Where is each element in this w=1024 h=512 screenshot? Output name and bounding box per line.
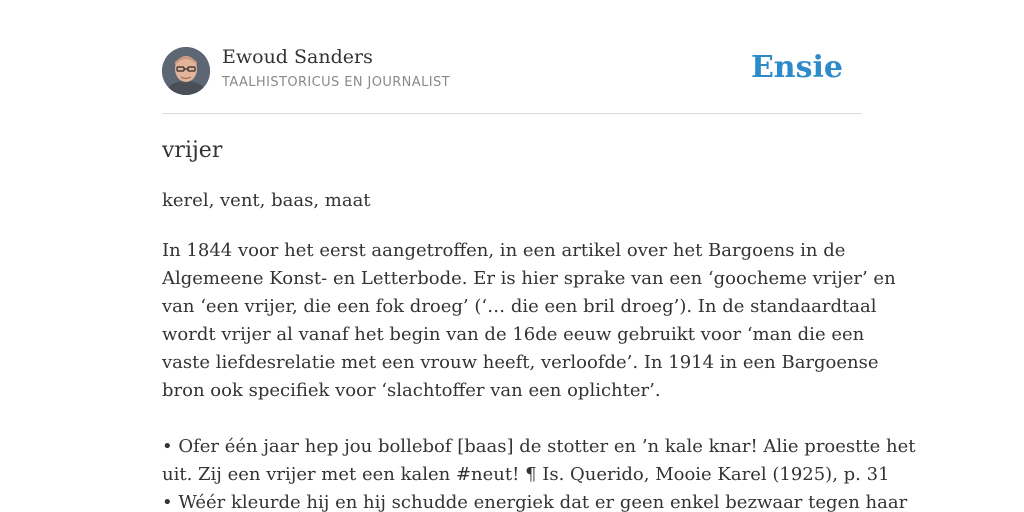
author-name[interactable]: Ewoud Sanders xyxy=(222,46,373,68)
body-line: van ‘een vrijer, die een fok droeg’ (‘… die een bril droeg’). In de standaardtaal xyxy=(162,296,877,317)
body-line: vaste liefdesrelatie met een vrouw heeft, verloofde’. In 1914 in een Bargoense xyxy=(162,352,879,373)
avatar-photo xyxy=(162,47,210,95)
quote-line: • Wéér kleurde hij en hij schudde energiek dat er geen enkel bezwaar tegen haar xyxy=(162,492,908,512)
body-line: In 1844 voor het eerst aangetroffen, in een artikel over het Bargoens in de xyxy=(162,240,846,261)
quote-line: uit. Zij een vrijer met een kalen #neut! ¶ Is. Querido, Mooie Karel (1925), p. 31 xyxy=(162,464,890,485)
content-column xyxy=(162,0,916,512)
body-line: bron ook specifiek voor ‘slachtoffer van een oplichter’. xyxy=(162,380,661,401)
entry-body xyxy=(162,237,916,512)
author-subtitle: TAALHISTORICUS EN JOURNALIST xyxy=(222,75,450,90)
entry-synonyms: kerel, vent, baas, maat xyxy=(162,190,371,211)
ensie-logo-link[interactable]: Ensie xyxy=(750,50,843,85)
body-line: Algemeene Konst- en Letterbode. Er is hier sprake van een ‘goocheme vrijer’ en xyxy=(162,268,896,289)
author-avatar[interactable] xyxy=(162,47,210,95)
body-line: wordt vrijer al vanaf het begin van de 16de eeuw gebruikt voor ‘man die een xyxy=(162,324,865,345)
paragraph-gap xyxy=(162,405,862,433)
quote-line: • Ofer één jaar hep jou bollebof [baas] de stotter en ’n kale knar! Alie proestte het xyxy=(162,436,916,457)
entry-title: vrijer xyxy=(162,138,223,163)
author-header xyxy=(162,0,862,114)
